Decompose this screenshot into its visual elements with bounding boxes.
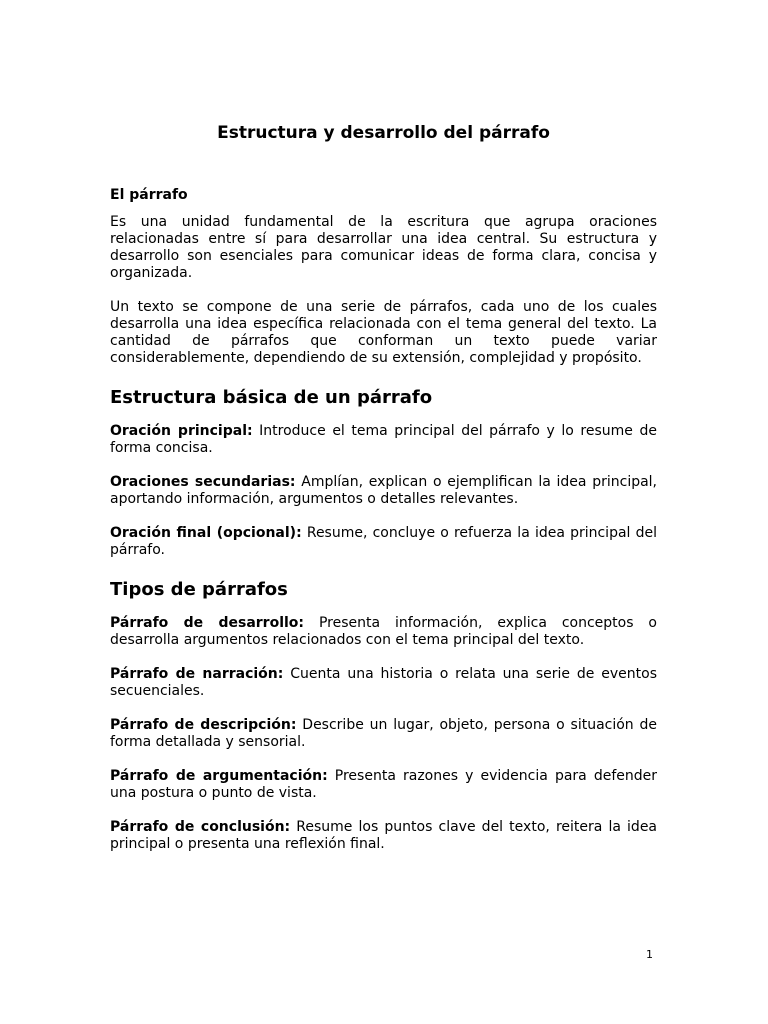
term-description: Resume los puntos clave del texto, reitera la idea principal o presenta una reflexión final. [110, 819, 658, 852]
term-description: Presenta información, explica conceptos o desarrolla argumentos relacionados con el tema principal del texto. [110, 615, 657, 648]
term-label: Oración final (opcional): [110, 525, 302, 541]
term-description: Presenta razones y evidencia para defender una postura o punto de vista. [110, 768, 658, 801]
term-label: Párrafo de conclusión: [110, 819, 291, 835]
type-item-development [110, 615, 657, 649]
term-label: Párrafo de desarrollo: [110, 615, 305, 631]
type-item-narration [110, 666, 657, 700]
term-label: Oraciones secundarias: [110, 474, 296, 490]
intro-paragraph-1: Es una unidad fundamental de la escritura que agrupa oraciones relacionadas entre sí para desarrollar una idea central. Su estructura y desarrollo son esenciales para comunicar ideas de forma clara, concisa y organizada. [110, 214, 657, 281]
document-page [110, 122, 657, 870]
term-description: Cuenta una historia o relata una serie de eventos secuenciales. [110, 666, 658, 699]
term-label: Párrafo de descripción: [110, 717, 297, 733]
term-description: Resume, concluye o refuerza la idea principal del párrafo. [110, 525, 657, 558]
term-label: Párrafo de narración: [110, 666, 284, 682]
term-description: Amplían, explican o ejemplifican la idea principal, aportando información, argumentos o detalles relevantes. [110, 474, 658, 507]
term-description: Introduce el tema principal del párrafo y lo resume de forma concisa. [110, 423, 657, 456]
types-heading: Tipos de párrafos [110, 579, 288, 600]
term-description: Describe un lugar, objeto, persona o situación de forma detallada y sensorial. [110, 717, 657, 750]
page-number: 1 [646, 948, 653, 961]
structure-item-main-sentence [110, 423, 657, 457]
intro-heading: El párrafo [110, 187, 188, 203]
structure-item-secondary-sentences [110, 474, 657, 508]
term-label: Párrafo de argumentación: [110, 768, 328, 784]
intro-paragraph-2: Un texto se compone de una serie de párrafos, cada uno de los cuales desarrolla una idea específica relacionada con el tema general del texto. La cantidad de párrafos que conforman un texto puede variar considerablemente, dependiendo de su extensión, complejidad y propósito. [110, 299, 657, 366]
type-item-conclusion [110, 819, 657, 853]
type-item-description [110, 717, 657, 751]
document-title: Estructura y desarrollo del párrafo [217, 123, 550, 143]
type-item-argumentation [110, 768, 657, 802]
structure-heading: Estructura básica de un párrafo [110, 387, 433, 408]
term-label: Oración principal: [110, 423, 253, 439]
structure-item-final-sentence [110, 525, 657, 559]
